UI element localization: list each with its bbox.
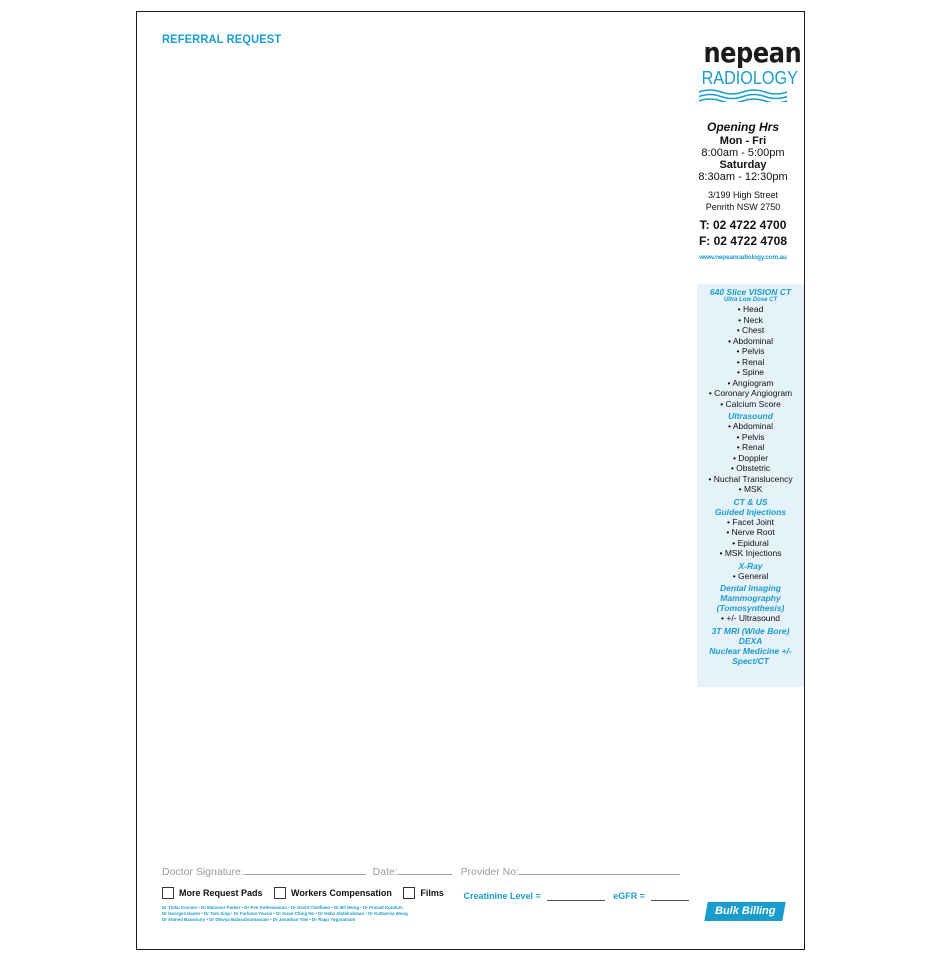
service-heading: X-Ray bbox=[738, 560, 763, 571]
form-title: REFERRAL REQUEST bbox=[162, 32, 282, 46]
service-heading: 3T MRI (Wide Bore) bbox=[711, 625, 790, 636]
doctors-line: Dr Georges Hazen • Dr Tom Sing • Dr Farhana Yousis • Dr Kuan-Ching Ho • Dr Heba Abdelrahman • Dr Katharina Wong bbox=[162, 910, 408, 916]
service-item: • Neck bbox=[738, 314, 763, 325]
service-heading: DEXA bbox=[738, 635, 763, 646]
service-item: • +/- Ultrasound bbox=[721, 613, 780, 623]
service-item: • Facet Joint bbox=[727, 516, 774, 527]
films-option[interactable] bbox=[403, 887, 444, 899]
doctors-line: Dr Tinku Kocnen • Dr Mansoor Parker • Dr Pen Ketheswaran • Dr David Chedlaen • Dr Bil Wong • Dr Prasad Kundum bbox=[162, 905, 403, 910]
service-item: • Obstetric bbox=[730, 463, 771, 473]
creatinine-field[interactable] bbox=[463, 891, 604, 901]
doctor-signature-label: Doctor Signature: bbox=[162, 866, 244, 878]
phone-number: T: 02 4722 4700 bbox=[699, 218, 787, 232]
service-item: • Pelvis bbox=[736, 346, 765, 356]
service-item: • Angiogram bbox=[727, 377, 774, 388]
bulk-billing-label: Bulk Billing bbox=[714, 905, 776, 917]
options-row bbox=[162, 887, 695, 901]
workers-compensation-checkbox[interactable] bbox=[274, 887, 286, 899]
service-item: • Calcium Score bbox=[720, 398, 781, 409]
bulk-billing-badge bbox=[704, 902, 785, 921]
nepean-radiology-logo bbox=[697, 36, 802, 102]
more-request-pads-label: More Request Pads bbox=[179, 888, 263, 898]
service-item: • Pelvis bbox=[736, 431, 765, 442]
contact-block bbox=[689, 120, 797, 261]
egfr-field[interactable] bbox=[613, 891, 689, 901]
egfr-label: eGFR = bbox=[613, 891, 646, 901]
service-heading: Dental Imaging bbox=[720, 583, 781, 593]
logo-wordmark-top: nepean bbox=[703, 36, 802, 69]
doctors-line: Dr Ahmed Bassioury • Dr Dhivya Balasubramaniam • Dr Jonathan Tow • Dr Ragu Yogaratnam bbox=[162, 916, 356, 922]
creatinine-label: Creatinine Level = bbox=[463, 891, 541, 901]
service-heading: 640 Slice VISION CT bbox=[709, 287, 792, 297]
provider-no-field[interactable] bbox=[519, 865, 680, 875]
service-item: • MSK Injections bbox=[719, 548, 782, 558]
address-line-1: 3/199 High Street bbox=[707, 190, 779, 200]
provider-no-label: Provider No: bbox=[460, 866, 520, 878]
more-request-pads-checkbox[interactable] bbox=[162, 887, 174, 899]
services-panel bbox=[697, 284, 804, 687]
service-heading: Nuclear Medicine +/- bbox=[709, 645, 792, 656]
films-label: Films bbox=[420, 888, 444, 898]
service-item: • Renal bbox=[736, 356, 765, 367]
service-item: • MSK bbox=[738, 484, 763, 494]
signature-row bbox=[162, 865, 680, 878]
service-item: • Coronary Angiogram bbox=[708, 388, 793, 398]
service-item: • Spine bbox=[736, 367, 765, 377]
films-checkbox[interactable] bbox=[403, 887, 415, 899]
service-item: • Chest bbox=[736, 325, 765, 335]
service-heading: Guided Injections bbox=[714, 506, 787, 517]
service-heading: Mammography bbox=[720, 593, 781, 603]
weekday-time: 8:00am - 5:00pm bbox=[701, 147, 785, 159]
service-item: • Nerve Root bbox=[726, 527, 775, 537]
weekday-label: Mon - Fri bbox=[719, 135, 767, 147]
doctors-list bbox=[162, 905, 408, 922]
service-item: • Abdominal bbox=[727, 421, 774, 431]
address-line-2: Penrith NSW 2750 bbox=[705, 202, 781, 212]
logo-wordmark-bottom: RADIOLOGY bbox=[701, 68, 798, 88]
service-heading: Spect/CT bbox=[732, 655, 769, 666]
more-request-pads-option[interactable] bbox=[162, 887, 263, 899]
website-link[interactable]: www.nepeanradiology.com.au bbox=[699, 254, 787, 261]
opening-hours-title: Opening Hrs bbox=[706, 120, 779, 134]
workers-compensation-label: Workers Compensation bbox=[291, 888, 392, 898]
egfr-input[interactable] bbox=[651, 892, 689, 901]
service-item: • Abdominal bbox=[727, 335, 774, 346]
service-item: • Nuchal Translucency bbox=[708, 473, 793, 484]
saturday-label: Saturday bbox=[719, 159, 767, 171]
service-item: • Renal bbox=[736, 442, 765, 452]
service-heading: Ultra Low Dose CT bbox=[723, 297, 778, 303]
service-heading: Ultrasound bbox=[728, 411, 773, 421]
doctor-signature-field[interactable] bbox=[244, 865, 366, 875]
workers-compensation-option[interactable] bbox=[274, 887, 392, 899]
date-label: Date: bbox=[372, 866, 398, 878]
logo-wave-icon bbox=[698, 88, 788, 102]
date-field[interactable] bbox=[398, 865, 452, 875]
creatinine-input[interactable] bbox=[547, 892, 605, 901]
service-item: • Doppler bbox=[732, 452, 769, 463]
service-item: • Head bbox=[737, 304, 764, 314]
service-heading: CT & US bbox=[733, 496, 768, 507]
service-heading: (Tomosynthesis) bbox=[716, 603, 785, 613]
service-item: • General bbox=[732, 570, 769, 581]
fax-number: F: 02 4722 4708 bbox=[698, 234, 788, 248]
service-item: • Epidural bbox=[732, 537, 769, 548]
referral-form-page bbox=[136, 11, 805, 950]
saturday-time: 8:30am - 12:30pm bbox=[698, 171, 788, 183]
